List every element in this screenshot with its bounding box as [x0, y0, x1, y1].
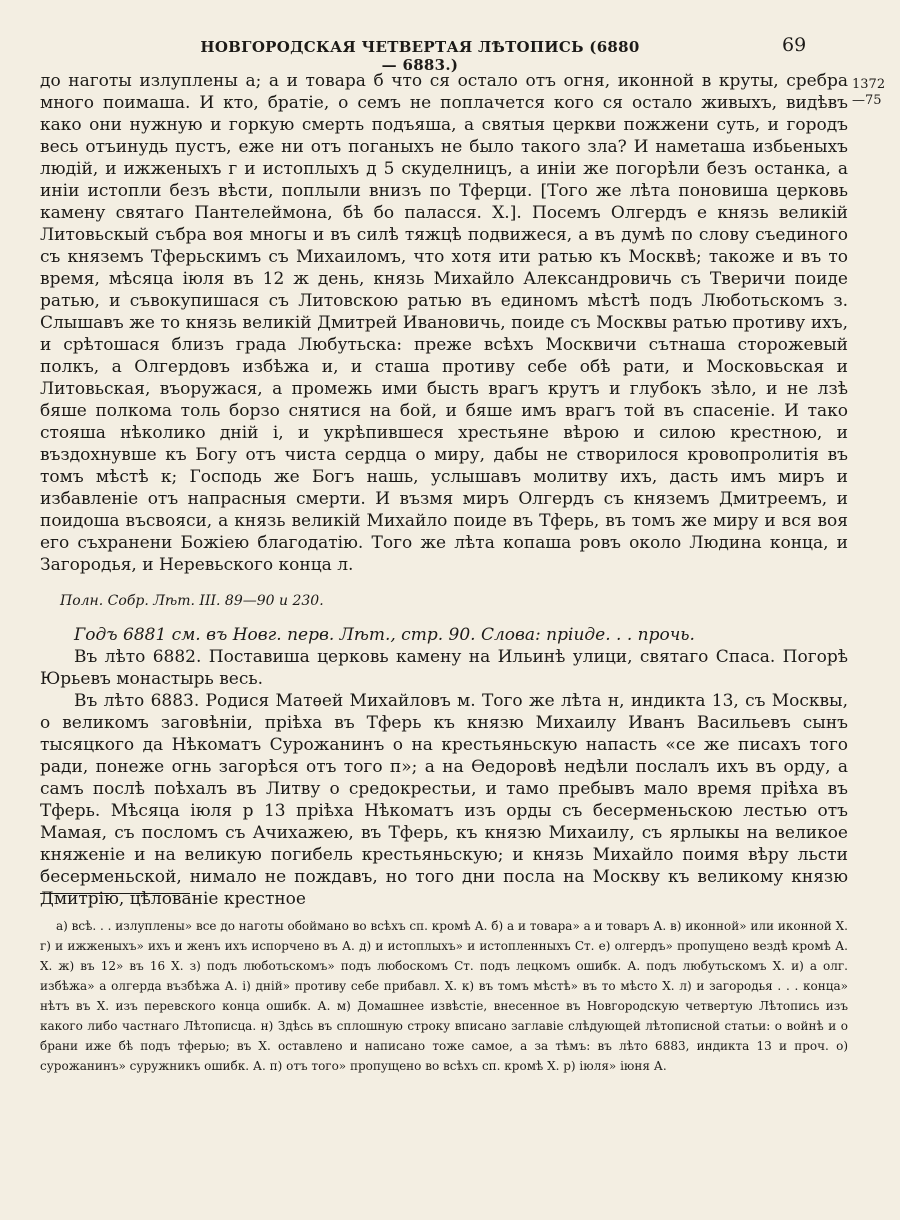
paragraph-chronicle-6880: до наготы излуплены а; а и товара б что ся остало отъ огня, иконной в круты, сребра много поимаша. И кто, братіе, о семъ не поплачется кого ся остало живыхъ, видѣвъ како они нужную и горкую смерть подъяша, а святыя церкви пожжени суть, и городъ весь отъинудь пустъ, еже ни отъ поганыхъ не было такого зла? И наметаша избьеныхъ людій, и ижженыхъ г и истоплыхъ д 5 скуделницъ, а иніи же погорѣли безъ останка, а иніи истопли безъ вѣсти, поплыли внизъ по Тферци. [Того же лѣта поновиша церковь камену святаго Пантелеймона, бѣ бо паласся. Х.]. Посемъ Олгердъ е князь великій Литовьскый събра воя многы и въ силѣ тяжцѣ подвижеся, а въ думѣ по слову съединого съ княземъ Тферьскимъ съ Михаиломъ, что хотя ити ратью къ Москвѣ; такоже и въ то время, мѣсяца іюля въ 12 ж день, князь Михайло Александровичь съ Тверичи поиде ратью, и съвокупишася съ Литовскою ратью въ единомъ мѣстѣ подъ Люботьскомъ з. Слышавъ же то князь великій Дмитрей Ивановичь, поиде съ Москвы ратью противу ихъ, и срѣтошася близъ града Любутьска: преже всѣхъ Москвичи сътнаша сторожевый полкъ, а Олгердовъ избѣжа и, и сташа противу себе обѣ рати, и Московьская и Литовьская, въоружася, а промежь ими бысть врагъ крутъ и глубокъ зѣло, и не лзѣ бяше полкома толь борзо снятися на бой, и бяше имъ врагъ той въ спасеніе. И тако стояша нѣколико дній і, и укрѣпившеся хрестьяне вѣрою и силою крестною, и въздохнувше къ Богу отъ чиста сердца о миру, дабы не створилося кровопролитія въ томъ мѣстѣ к; Господь же Богъ нашь, услышавъ молитву ихъ, дасть имъ миръ и избавленіе отъ напрасныя смерти. И възмя миръ Олгердъ съ княземъ Дмитреемъ, и поидоша въсвояси, а князь великій Михайло поиде въ Тферь, въ томъ же миру и вся воя его съхранени Божіею благодатію. Того же лѣта копаша ровъ около Людина конца, и Загородья, и Неревьского конца л.	[40, 71, 848, 575]
paragraph-6882: Въ лѣто 6882. Поставиша церковь камену на Ильинѣ улици, святаго Спаса. Погорѣ Юрьевъ монастырь весь.	[40, 647, 848, 689]
main-text	[40, 70, 848, 910]
footnotes	[40, 916, 848, 1076]
source-reference: Полн. Собр. Лѣт. III. 89—90 и 230.	[60, 593, 324, 609]
year-6881-note: Годъ 6881 см. въ Новг. перв. Лѣт., стр. 90. Слова: пріиде. . . прочь.	[74, 625, 695, 645]
page-number: 69	[782, 34, 807, 56]
running-title: НОВГОРОДСКАЯ ЧЕТВЕРТАЯ ЛѢТОПИСЬ (6880 — 6883.)	[200, 38, 640, 74]
margin-year-bottom: —75	[852, 93, 882, 108]
paragraph-6883: Въ лѣто 6883. Родися Матѳей Михайловъ м. Того же лѣта н, индикта 13, съ Москвы, о великомъ заговѣніи, пріѣха въ Тферь къ князю Михаилу Иванъ Васильевъ сынъ тысяцкого да Нѣкоматъ Сурожанинъ о на крестьяньскую напасть «се же писахъ того ради, понеже огнь загорѣся отъ того п»; а на Ѳедоровѣ недѣли послалъ ихъ въ орду, а самъ послѣ поѣхалъ въ Литву о средокрестьи, и тамо пребывъ мало время пріѣха въ Тферь. Мѣсяца іюля р 13 пріѣха Нѣкоматъ изъ орды съ бесерменьскою лестью отъ Мамая, съ посломъ съ Ачихажею, въ Тферь, къ князю Михаилу, съ ярлыкы на великое княженіе и на великую погибель крестьяньскую; и князь Михайло поимя вѣру льсти бесерменьской, нимало не пождавъ, но того дни посла на Москву къ великому князю Дмитрію, цѣлованіе крестное	[40, 691, 848, 909]
footnote-text: а) всѣ. . . излуплены» все до наготы обоймано во всѣхъ сп. кромѣ А. б) а и товара» а и товаръ А. в) иконной» или иконной Х. г) и ижженыхъ» ихъ и женъ ихъ испорчено въ А. д) и истоплыхъ» и истопленныхъ Ст. е) олгердъ» пропущено вездѣ кромѣ А. Х. ж) въ 12» въ 16 Х. з) подъ люботьскомъ» подъ любоскомъ Ст. подъ лецкомъ ошибк. А. подъ любутьскомъ Х. и) а олг. избѣжа» а олгерда възбѣжа А. і) дній» противу себе прибавл. Х. к) въ томъ мѣстѣ» въ то мѣсто Х. л) и загородья . . . конца» нѣтъ въ Х. изъ перевского конца ошибк. А. м) Домашнее извѣстіе, внесенное въ Новгородскую четвертую Лѣтопись изъ какого либо частнаго Лѣтописца. н) Здѣсь въ сплошную строку вписано заглавіе слѣдующей лѣтописной статьи: о войнѣ и о брани иже бѣ подъ тферью; въ Х. оставлено и написано тоже самое, а за тѣмъ: въ лѣто 6883, индикта 13 и проч. о) сурожанинъ» суружникъ ошибк. А. п) отъ того» пропущено во всѣхъ сп. кромѣ Х. р) іюля» іюня А.	[40, 919, 848, 1073]
margin-year-top: 1372	[852, 77, 886, 92]
footnote-divider	[40, 893, 190, 894]
